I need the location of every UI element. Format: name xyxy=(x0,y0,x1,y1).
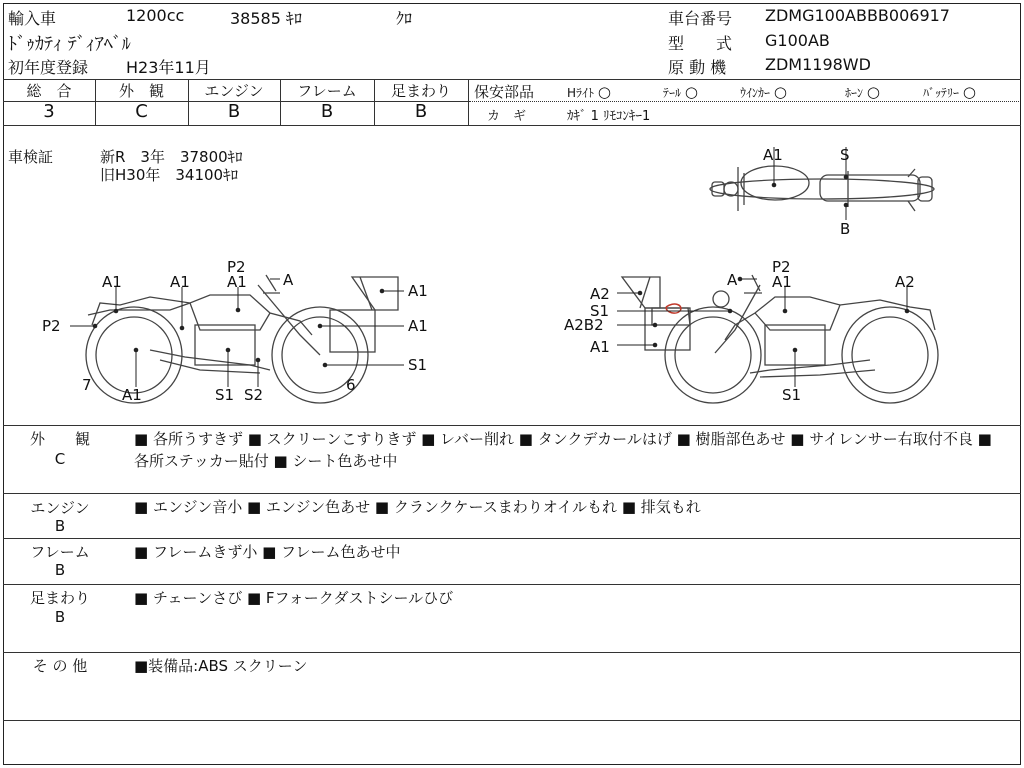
diagram-label-right: A2B2 xyxy=(564,316,604,334)
comment-text-suspension: ■ チェーンさび ■ Fフォークダストシールひび xyxy=(134,589,454,607)
displacement: 1200cc xyxy=(126,6,185,25)
diagram-label-top: S xyxy=(840,146,850,164)
check-mark: ○ xyxy=(866,83,880,101)
diagram-label-left: S2 xyxy=(244,386,264,404)
grade-header-suspension: 足まわり xyxy=(390,82,451,100)
grade-frame: B xyxy=(320,101,334,122)
rule xyxy=(3,425,1021,426)
safety-item-winker xyxy=(740,83,787,101)
diagram-label-left: A1 xyxy=(102,273,122,291)
check-mark: ○ xyxy=(684,83,698,101)
diagram-label-left: A1 xyxy=(122,386,142,404)
diagram-label-left: A1 xyxy=(170,273,190,291)
comment-grade-frame: B xyxy=(54,561,66,579)
key-label: カ ギ xyxy=(487,109,527,124)
comment-category-exterior: 外 観 xyxy=(29,430,90,448)
diagram-label-right: S1 xyxy=(590,302,610,320)
inspection-label: 車検証 xyxy=(8,148,54,166)
safety-item-name: Hﾗｲﾄ xyxy=(567,86,595,100)
maker-model: ﾄﾞｩｶﾃｨ ﾃﾞｨｱﾍﾞﾙ xyxy=(8,34,131,55)
damage-diagram xyxy=(0,125,1024,425)
comment-category-other: そ の 他 xyxy=(32,657,88,675)
safety-item-tail xyxy=(663,83,698,101)
motorcycle-top-view xyxy=(710,166,934,211)
rule xyxy=(3,493,1021,494)
grade-total: 3 xyxy=(43,101,55,122)
safety-item-headlight xyxy=(567,83,611,101)
diagram-label-right: A1 xyxy=(590,338,610,356)
comment-category-engine: エンジン xyxy=(30,499,90,517)
motorcycle-right-view xyxy=(622,275,938,403)
rule xyxy=(3,538,1021,539)
diagram-label-left: S1 xyxy=(408,356,428,374)
model-code: G100AB xyxy=(765,31,830,50)
rule xyxy=(3,584,1021,585)
diagram-label-left: A1 xyxy=(408,317,428,335)
rule xyxy=(3,652,1021,653)
safety-item-name: ｳｲﾝｶｰ xyxy=(740,86,771,100)
diagram-label-right: P2 xyxy=(772,258,791,276)
diagram-label-right: A xyxy=(727,271,738,289)
comment-category-frame: フレーム xyxy=(30,543,90,561)
diagram-label-right: A2 xyxy=(590,285,610,303)
diagram-label-top: B xyxy=(840,220,851,238)
safety-item-battery xyxy=(923,83,976,101)
color: ｸﾛ xyxy=(396,9,413,28)
rule xyxy=(3,720,1021,721)
comment-grade-exterior: C xyxy=(54,450,66,468)
safety-item-name: ﾃｰﾙ xyxy=(663,86,682,100)
diagram-label-left: 7 xyxy=(82,376,92,394)
diagram-label-right: S1 xyxy=(782,386,802,404)
chassis-label: 車台番号 xyxy=(668,9,733,28)
first-registration-value: H23年11月 xyxy=(126,58,211,77)
grade-engine: B xyxy=(227,101,241,122)
chassis-number: ZDMG100ABBB006917 xyxy=(765,6,950,25)
first-registration-label: 初年度登録 xyxy=(8,58,89,77)
diagram-label-left: 6 xyxy=(346,376,356,394)
diagram-label-right: A1 xyxy=(772,273,792,291)
rule xyxy=(469,101,1019,102)
comment-category-suspension: 足まわり xyxy=(29,589,90,607)
diagram-label-left: A1 xyxy=(227,273,247,291)
model-label: 型 式 xyxy=(668,34,733,53)
grade-exterior: C xyxy=(135,101,148,122)
safety-parts-label: 保安部品 xyxy=(474,83,535,101)
comment-text-engine: ■ エンジン音小 ■ エンジン色あせ ■ クランクケースまわりオイルもれ ■ 排気もれ xyxy=(134,498,701,516)
mileage: 38585 ｷﾛ xyxy=(230,9,302,28)
import-label: 輸入車 xyxy=(8,9,57,28)
diagram-label-right: A2 xyxy=(895,273,915,291)
grade-suspension: B xyxy=(414,101,428,122)
comment-text-other: ■装備品:ABS スクリーン xyxy=(134,657,308,675)
safety-item-name: ﾎｰﾝ xyxy=(845,86,864,100)
grade-header-frame: フレーム xyxy=(297,82,357,100)
comment-grade-engine: B xyxy=(54,517,66,535)
engine-label: 原 動 機 xyxy=(668,58,727,77)
inspection-new: 新R 3年 37800ｷﾛ xyxy=(100,148,243,166)
diagram-label-left: A1 xyxy=(408,282,428,300)
grade-header-exterior: 外 観 xyxy=(118,82,164,100)
engine-code: ZDM1198WD xyxy=(765,55,871,74)
check-mark: ○ xyxy=(773,83,787,101)
check-mark: ○ xyxy=(597,83,611,101)
grade-header-total: 総 合 xyxy=(26,82,72,100)
comment-text-frame: ■ フレームきず小 ■ フレーム色あせ中 xyxy=(134,543,401,561)
diagram-label-top: A1 xyxy=(763,146,783,164)
rule xyxy=(468,79,469,125)
grade-header-engine: エンジン xyxy=(204,82,264,100)
safety-item-name: ﾊﾞｯﾃﾘｰ xyxy=(923,86,960,100)
diagram-label-left: P2 xyxy=(227,258,246,276)
diagram-label-left: P2 xyxy=(42,317,61,335)
comment-text-exterior: ■ 各所うすきず ■ スクリーンこすりきず ■ レバー削れ ■ タンクデカールはげ ■ 樹脂部色あせ ■ サイレンサー右取付不良 ■ 各所ステッカー貼付 ■ シート色あせ中 xyxy=(134,430,992,470)
diagram-label-left: A xyxy=(283,271,294,289)
check-mark: ○ xyxy=(962,83,976,101)
inspection-old: 旧H30年 34100ｷﾛ xyxy=(100,166,239,184)
diagram-label-left: S1 xyxy=(215,386,235,404)
safety-item-horn xyxy=(845,83,880,101)
comment-grade-suspension: B xyxy=(54,608,66,626)
key-value: ｶｷﾞ 1 ﾘﾓｺﾝｷｰ1 xyxy=(567,109,651,124)
